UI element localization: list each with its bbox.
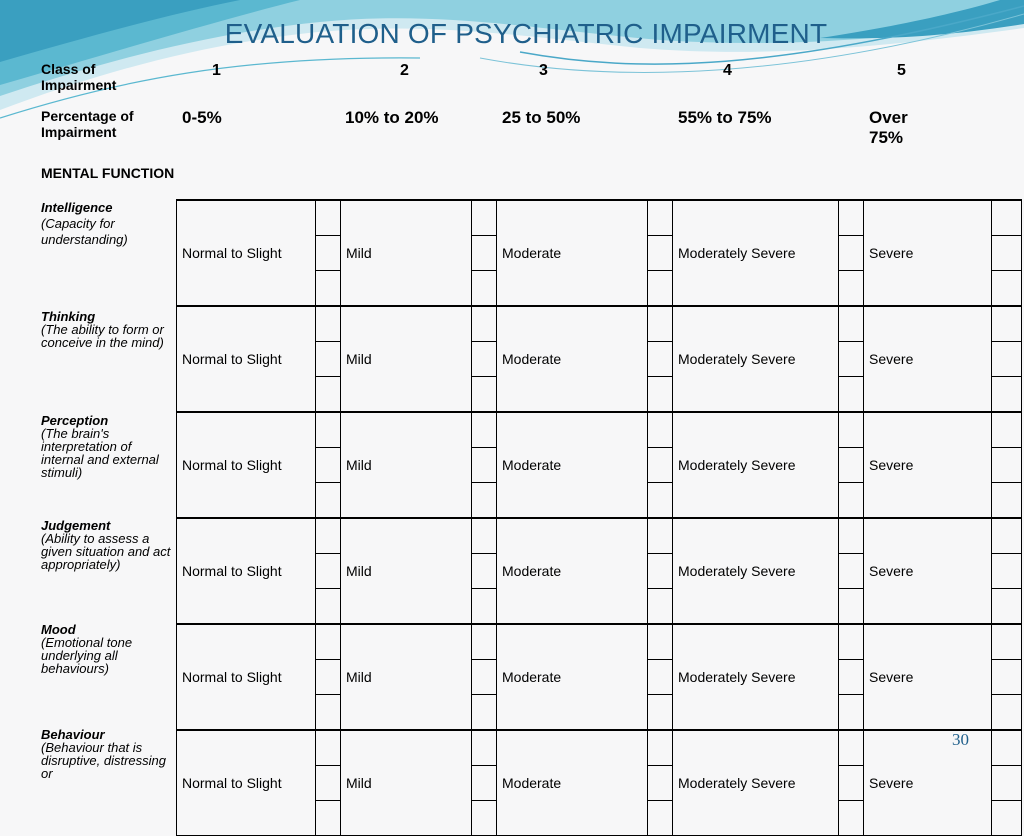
- checkbox-cell[interactable]: [316, 200, 341, 236]
- function-description: (Emotional tone underlying all behaviours): [41, 635, 133, 677]
- severity-cell: Normal to Slight: [177, 624, 316, 730]
- checkbox-cell[interactable]: [648, 660, 673, 695]
- percentage-4: 55% to 75%: [678, 108, 772, 127]
- function-description: (The brain's interpretation of internal and external stimuli): [41, 426, 159, 481]
- checkbox-cell[interactable]: [839, 342, 864, 377]
- checkbox-cell[interactable]: [316, 766, 341, 801]
- function-description: (Capacity for understanding): [41, 216, 128, 247]
- checkbox-cell[interactable]: [648, 589, 673, 625]
- checkbox-cell[interactable]: [472, 518, 497, 554]
- checkbox-cell[interactable]: [472, 695, 497, 731]
- class-5: 5: [897, 62, 906, 79]
- checkbox-cell[interactable]: [992, 766, 1022, 801]
- checkbox-cell[interactable]: [839, 695, 864, 731]
- function-description: (The ability to form or conceive in the mind): [41, 321, 164, 350]
- checkbox-cell[interactable]: [316, 483, 341, 519]
- checkbox-cell[interactable]: [316, 412, 341, 448]
- function-name: Judgement: [41, 517, 111, 533]
- table-row: [177, 306, 1022, 342]
- severity-cell: Normal to Slight: [177, 412, 316, 518]
- class-2: 2: [400, 62, 409, 79]
- checkbox-cell[interactable]: [648, 730, 673, 766]
- checkbox-cell[interactable]: [316, 342, 341, 377]
- checkbox-cell[interactable]: [472, 306, 497, 342]
- table-row: [177, 200, 1022, 236]
- checkbox-cell[interactable]: [648, 695, 673, 731]
- checkbox-cell[interactable]: [839, 801, 864, 836]
- checkbox-cell[interactable]: [992, 695, 1022, 731]
- section-label: MENTAL FUNCTION: [41, 165, 175, 181]
- checkbox-cell[interactable]: [992, 271, 1022, 307]
- checkbox-cell[interactable]: [992, 342, 1022, 377]
- checkbox-cell[interactable]: [316, 236, 341, 271]
- class-1: 1: [212, 62, 221, 79]
- checkbox-cell[interactable]: [316, 518, 341, 554]
- checkbox-cell[interactable]: [648, 518, 673, 554]
- percentage-label: Percentage of Impairment: [41, 108, 134, 140]
- function-label-behaviour: [41, 728, 173, 780]
- checkbox-cell[interactable]: [839, 200, 864, 236]
- checkbox-cell[interactable]: [992, 730, 1022, 766]
- checkbox-cell[interactable]: [839, 589, 864, 625]
- checkbox-cell[interactable]: [839, 448, 864, 483]
- checkbox-cell[interactable]: [472, 730, 497, 766]
- checkbox-cell[interactable]: [648, 200, 673, 236]
- checkbox-cell[interactable]: [648, 801, 673, 836]
- checkbox-cell[interactable]: [992, 518, 1022, 554]
- checkbox-cell[interactable]: [472, 448, 497, 483]
- severity-cell: Mild: [341, 518, 472, 624]
- function-label-thinking: [41, 310, 173, 349]
- checkbox-cell[interactable]: [992, 801, 1022, 836]
- checkbox-cell[interactable]: [992, 200, 1022, 236]
- checkbox-cell[interactable]: [648, 624, 673, 660]
- severity-cell: Moderate: [497, 730, 648, 836]
- function-label-judgement: [41, 519, 173, 571]
- severity-cell: Mild: [341, 624, 472, 730]
- severity-cell: Moderately Severe: [673, 306, 839, 412]
- percentage-1: 0-5%: [182, 108, 222, 127]
- severity-cell: Mild: [341, 412, 472, 518]
- percentage-3: 25 to 50%: [502, 108, 581, 127]
- function-label-intelligence: [41, 200, 173, 248]
- checkbox-cell[interactable]: [839, 236, 864, 271]
- checkbox-cell[interactable]: [839, 518, 864, 554]
- checkbox-cell[interactable]: [472, 801, 497, 836]
- checkbox-cell[interactable]: [648, 448, 673, 483]
- checkbox-cell[interactable]: [648, 483, 673, 519]
- checkbox-cell[interactable]: [472, 554, 497, 589]
- checkbox-cell[interactable]: [992, 554, 1022, 589]
- checkbox-cell[interactable]: [992, 448, 1022, 483]
- checkbox-cell[interactable]: [316, 801, 341, 836]
- severity-cell: Mild: [341, 730, 472, 836]
- checkbox-cell[interactable]: [648, 766, 673, 801]
- checkbox-cell[interactable]: [316, 624, 341, 660]
- function-description: (Ability to assess a given situation and act appropriately): [41, 530, 171, 572]
- checkbox-cell[interactable]: [316, 695, 341, 731]
- function-name: Perception: [41, 413, 109, 429]
- function-name: Thinking: [41, 308, 96, 324]
- checkbox-cell[interactable]: [472, 412, 497, 448]
- checkbox-cell[interactable]: [839, 624, 864, 660]
- severity-cell: Moderate: [497, 624, 648, 730]
- severity-cell: Severe: [864, 518, 992, 624]
- table-row: [177, 518, 1022, 554]
- impairment-grid: [176, 199, 1022, 836]
- severity-cell: Moderately Severe: [673, 518, 839, 624]
- checkbox-cell[interactable]: [472, 342, 497, 377]
- checkbox-cell[interactable]: [316, 448, 341, 483]
- percentage-5: Over 75%: [869, 108, 908, 147]
- percentage-2: 10% to 20%: [345, 108, 439, 127]
- severity-cell: Mild: [341, 200, 472, 306]
- checkbox-cell[interactable]: [316, 589, 341, 625]
- checkbox-cell[interactable]: [472, 624, 497, 660]
- checkbox-cell[interactable]: [992, 412, 1022, 448]
- checkbox-cell[interactable]: [839, 660, 864, 695]
- checkbox-cell[interactable]: [839, 766, 864, 801]
- severity-cell: Moderately Severe: [673, 412, 839, 518]
- function-description: (Behaviour that is disruptive, distressing or: [41, 740, 166, 781]
- severity-cell: Moderately Severe: [673, 730, 839, 836]
- checkbox-cell[interactable]: [316, 306, 341, 342]
- severity-cell: Moderate: [497, 306, 648, 412]
- checkbox-cell[interactable]: [316, 730, 341, 766]
- checkbox-cell[interactable]: [316, 271, 341, 307]
- checkbox-cell[interactable]: [472, 589, 497, 625]
- checkbox-cell[interactable]: [992, 483, 1022, 519]
- severity-cell: Normal to Slight: [177, 730, 316, 836]
- checkbox-cell[interactable]: [472, 660, 497, 695]
- checkbox-cell[interactable]: [992, 236, 1022, 271]
- severity-cell: Severe: [864, 730, 992, 836]
- class-3: 3: [539, 62, 548, 79]
- checkbox-cell[interactable]: [992, 377, 1022, 413]
- severity-cell: Normal to Slight: [177, 200, 316, 306]
- function-name: Intelligence: [41, 200, 113, 215]
- severity-cell: Moderate: [497, 200, 648, 306]
- checkbox-cell[interactable]: [648, 306, 673, 342]
- checkbox-cell[interactable]: [316, 554, 341, 589]
- checkbox-cell[interactable]: [992, 660, 1022, 695]
- checkbox-cell[interactable]: [316, 377, 341, 413]
- severity-cell: Moderate: [497, 412, 648, 518]
- checkbox-cell[interactable]: [992, 306, 1022, 342]
- severity-cell: Moderately Severe: [673, 200, 839, 306]
- function-label-perception: [41, 414, 173, 479]
- table-row: [177, 624, 1022, 660]
- checkbox-cell[interactable]: [648, 271, 673, 307]
- checkbox-cell[interactable]: [316, 660, 341, 695]
- page-number: 30: [952, 730, 969, 749]
- checkbox-cell[interactable]: [472, 200, 497, 236]
- severity-cell: Severe: [864, 306, 992, 412]
- checkbox-cell[interactable]: [648, 412, 673, 448]
- checkbox-cell[interactable]: [839, 377, 864, 413]
- severity-cell: Severe: [864, 624, 992, 730]
- checkbox-cell[interactable]: [839, 730, 864, 766]
- checkbox-cell[interactable]: [839, 554, 864, 589]
- function-name: Mood: [41, 622, 76, 638]
- page-title: EVALUATION OF PSYCHIATRIC IMPAIRMENT: [224, 18, 828, 49]
- table-row: [177, 412, 1022, 448]
- severity-cell: Severe: [864, 412, 992, 518]
- checkbox-cell[interactable]: [472, 766, 497, 801]
- severity-cell: Normal to Slight: [177, 306, 316, 412]
- severity-cell: Mild: [341, 306, 472, 412]
- checkbox-cell[interactable]: [472, 271, 497, 307]
- severity-cell: Severe: [864, 200, 992, 306]
- checkbox-cell[interactable]: [648, 236, 673, 271]
- checkbox-cell[interactable]: [839, 271, 864, 307]
- function-name: Behaviour: [41, 727, 105, 742]
- table-row: [177, 730, 1022, 766]
- function-label-mood: [41, 623, 173, 675]
- severity-cell: Moderately Severe: [673, 624, 839, 730]
- checkbox-cell[interactable]: [839, 412, 864, 448]
- checkbox-cell[interactable]: [839, 306, 864, 342]
- severity-cell: Normal to Slight: [177, 518, 316, 624]
- checkbox-cell[interactable]: [992, 589, 1022, 625]
- checkbox-cell[interactable]: [648, 377, 673, 413]
- checkbox-cell[interactable]: [472, 377, 497, 413]
- checkbox-cell[interactable]: [648, 554, 673, 589]
- checkbox-cell[interactable]: [472, 483, 497, 519]
- class-4: 4: [723, 62, 732, 79]
- class-label: Class of Impairment: [41, 61, 117, 93]
- severity-cell: Moderate: [497, 518, 648, 624]
- checkbox-cell[interactable]: [839, 483, 864, 519]
- checkbox-cell[interactable]: [648, 342, 673, 377]
- checkbox-cell[interactable]: [472, 236, 497, 271]
- checkbox-cell[interactable]: [992, 624, 1022, 660]
